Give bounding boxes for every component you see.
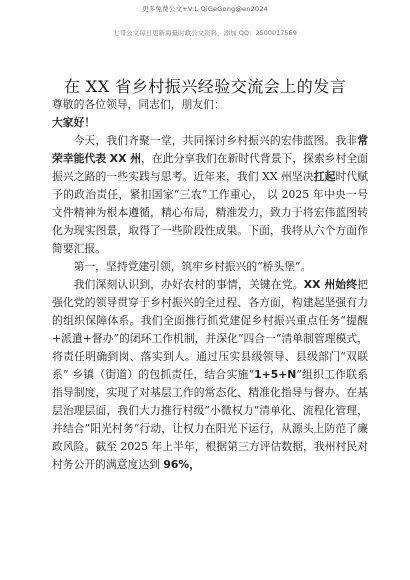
page-title: 在 XX 省乡村振兴经验交流会上的发言 — [63, 77, 347, 96]
section-heading-1: 第一，坚持党建引领，筑牢乡村振兴的“桥头堡”。 — [73, 260, 312, 273]
paragraph-intro — [52, 132, 368, 258]
text-run: ，在此分享我们在新时代背景下，探索乡村全面振兴之路的一些实践与思考。近年来，我们 XX 州坚决 — [52, 152, 369, 183]
text-run: 把强化党的领导贯穿于乡村振兴的全过程、各方面，构建起坚强有力的组织保障体系。我们全面推行抓党建促乡村振兴重点任务“提醒+派遣+督办”的闭环工作机制，并深化”四合一“清单制管理模式，将责任明确到岗、落实到人。通过压实县级领导、县级部门“双联系” 乡镇（街道）的包抓责任，结合实施“ — [52, 278, 368, 381]
text-run: ， — [189, 458, 201, 471]
emphasis-text: 1+5+N — [254, 368, 297, 381]
text-run: ”组织工作联系指导制度，实现了对基层工作的常态化、精准化指导与督办。在基层治理层面，我们大力推行村级”小微权力“清单化、流程化管理，并结合”阳光村务“行动，让权力在阳光下运行，从源头上防范了廉政风险。截至 2025 年上半年，根据第三方评估数据，我州村民对村务公开的满意度达到 — [52, 368, 368, 471]
emphasis-text: 96% — [163, 458, 190, 471]
header-line-1: 更多免费公文+V:L QiGeGong@en2024 — [142, 5, 268, 13]
header-line-2: 七哥公文每日更新海量时政公文资料，添加 QQ：2500017569 — [113, 29, 297, 37]
greeting: 大家好！ — [52, 116, 96, 129]
salutation: 尊敬的各位领导，同志们，朋友们： — [52, 98, 225, 111]
text-run: 时代赋予的政治责任，紧扣国家“三农”工作重心， 以 2025 年中央一号文件精神为根本遵循，精心布局，精准发力，致力于将宏伟蓝图转化为现实图景，取得了一些阶段性成果。下面，我将从六个方面作简要汇报。 — [52, 170, 369, 255]
emphasis-text: XX 州始终 — [303, 278, 358, 291]
paragraph-party-building — [52, 276, 368, 474]
text-run: 今天，我们齐聚一堂，共同探讨乡村振兴的宏伟蓝图。我非 — [73, 134, 358, 147]
text-run: 我们深刻认识到，办好农村的事情，关键在党。 — [73, 278, 304, 291]
document-body — [52, 96, 368, 474]
emphasis-text: 扛起 — [313, 170, 336, 183]
emphasis-text: 常荣幸能代表 XX 州 — [52, 134, 368, 165]
